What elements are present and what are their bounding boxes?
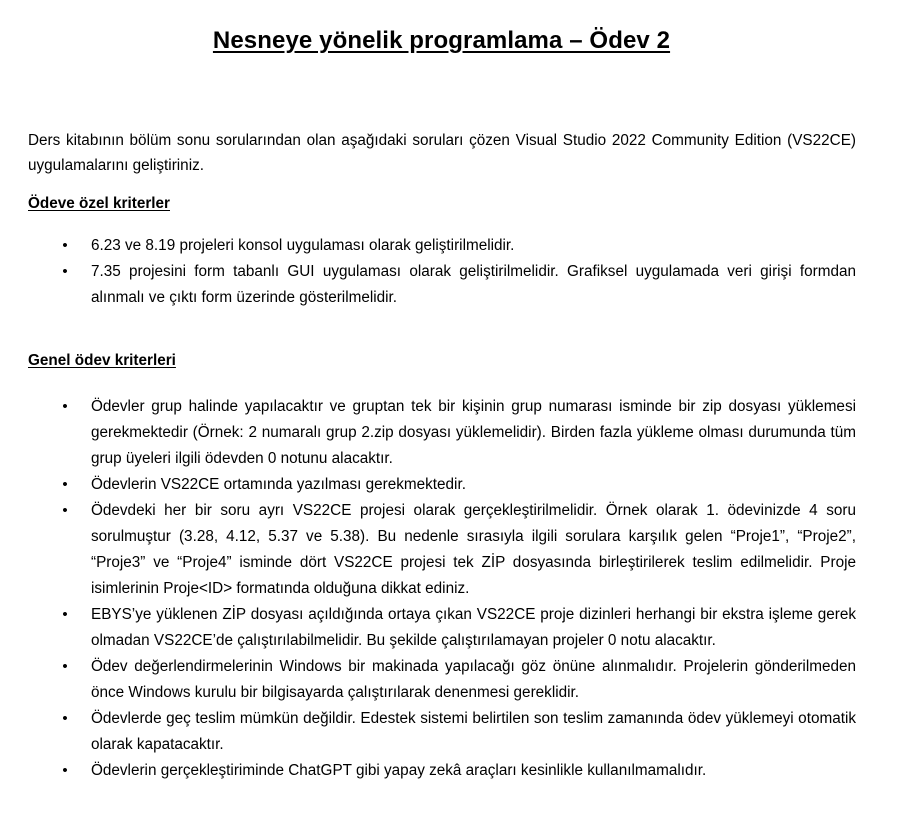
bullet-icon: • bbox=[62, 398, 68, 415]
list-item-text: 7.35 projesini form tabanlı GUI uygulaması olarak geliştirilmelidir. Grafiksel uygulamada veri girişi formdan alınmalı ve çıktı form üzerinde gösterilmelidir. bbox=[91, 263, 856, 306]
list-item-text: Ödev değerlendirmelerinin Windows bir makinada yapılacağı göz önüne alınmalıdır. Projelerin gönderilmeden önce Windows kurulu bir bilgisayarda çalıştırılarak denenmesi gereklidir. bbox=[91, 658, 856, 701]
bullet-icon: • bbox=[62, 263, 68, 280]
bullet-icon: • bbox=[62, 710, 68, 727]
bullet-icon: • bbox=[62, 762, 68, 779]
bullet-icon: • bbox=[62, 476, 68, 493]
bullet-list-genel bbox=[0, 394, 856, 784]
list-item bbox=[0, 602, 856, 654]
bullet-icon: • bbox=[62, 237, 68, 254]
list-item bbox=[0, 233, 856, 259]
list-item bbox=[0, 758, 856, 784]
list-item-text: Ödevlerin VS22CE ortamında yazılması gerekmektedir. bbox=[91, 476, 466, 493]
list-item bbox=[0, 706, 856, 758]
list-item bbox=[0, 654, 856, 706]
list-item bbox=[0, 472, 856, 498]
list-item bbox=[0, 394, 856, 472]
bullet-icon: • bbox=[62, 606, 68, 623]
list-item-text: EBYS’ye yüklenen ZİP dosyası açıldığında ortaya çıkan VS22CE proje dizinleri herhangi bir ekstra işleme gerek olmadan VS22CE’de çalıştırılabilmelidir. Bu şekilde çalıştırılamayan projeler 0 notu alacaktır. bbox=[91, 606, 856, 649]
intro-paragraph: Ders kitabının bölüm sonu sorularından olan aşağıdaki soruları çözen Visual Studio 2022 Community Edition (VS22CE) uygulamalarını geliştiriniz. bbox=[28, 132, 856, 174]
document-title: Nesneye yönelik programlama – Ödev 2 bbox=[212, 27, 671, 54]
list-item-text: Ödevdeki her bir soru ayrı VS22CE projesi olarak gerçekleştirilmelidir. Örnek olarak 1. ödevinizde 4 soru sorulmuştur (3.28, 4.12, 5.37 ve 5.38). Bu nedenle sırasıyla ilgili sorulara karşılık gelen “Proje1”, “Proje2”, “Proje3” ve “Proje4” isminde dört VS22CE projesi tek ZİP dosyasında birleştirilerek teslim edilmelidir. Proje isimlerinin Proje<ID> formatında olduğuna dikkat ediniz. bbox=[91, 502, 856, 597]
list-item bbox=[0, 498, 856, 602]
section-heading-genel: Genel ödev kriterleri bbox=[28, 352, 176, 369]
section-heading-odeve-ozel: Ödeve özel kriterler bbox=[28, 195, 170, 212]
bullet-list-odeve-ozel bbox=[0, 233, 856, 311]
bullet-icon: • bbox=[62, 502, 68, 519]
list-item-text: Ödevlerin gerçekleştiriminde ChatGPT gibi yapay zekâ araçları kesinlikle kullanılmamalıdır. bbox=[91, 762, 707, 779]
list-item-text: Ödevler grup halinde yapılacaktır ve gruptan tek bir kişinin grup numarası isminde bir zip dosyası yüklemesi gerekmektedir (Örnek: 2 numaralı grup 2.zip dosyası yüklemelidir). Birden fazla yükleme olması durumunda tüm grup üyeleri ilgili ödevden 0 notunu alacaktır. bbox=[91, 398, 856, 467]
bullet-icon: • bbox=[62, 658, 68, 675]
list-item-text: Ödevlerde geç teslim mümkün değildir. Edestek sistemi belirtilen son teslim zamanında ödev yüklemeyi otomatik olarak kapatacaktır. bbox=[91, 710, 856, 753]
list-item-text: 6.23 ve 8.19 projeleri konsol uygulaması olarak geliştirilmelidir. bbox=[91, 237, 515, 254]
list-item bbox=[0, 259, 856, 311]
